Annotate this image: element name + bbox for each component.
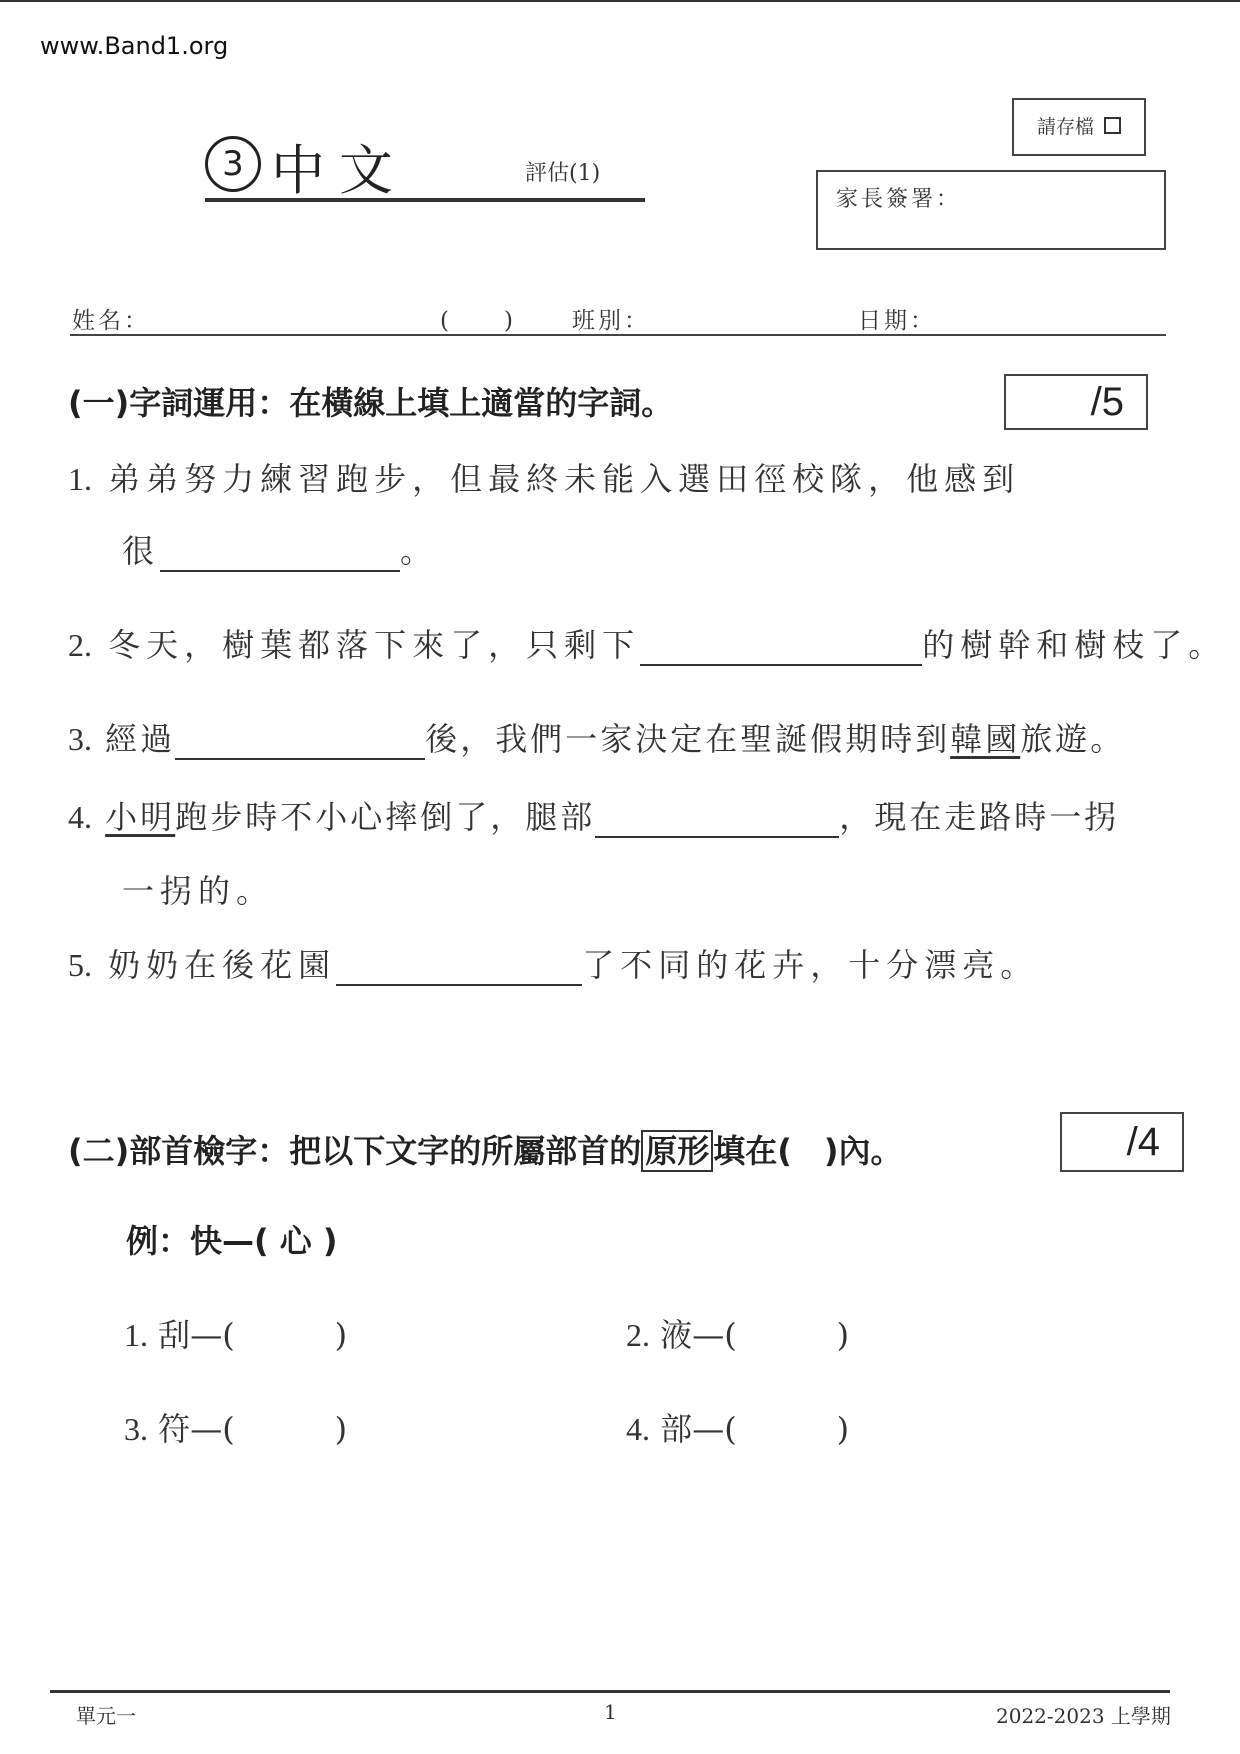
question-4-name: 小明 [105, 798, 176, 836]
question-2-blank[interactable] [640, 632, 922, 666]
date-label: 日期： [858, 308, 936, 334]
question-3-text-a: 經過 [105, 720, 176, 758]
question-4-text-c: 一拐的。 [122, 872, 275, 910]
radical-item-3 [124, 1404, 347, 1450]
question-5-text-b: 了不同的花卉，十分漂亮。 [582, 946, 1039, 984]
question-3-number: 3. [68, 721, 92, 757]
question-3-place: 韓國 [950, 720, 1021, 758]
radical-item-1-number: 1. [124, 1317, 148, 1353]
question-4-blank[interactable] [595, 804, 839, 838]
question-3 [68, 714, 1125, 760]
footer-page-number: 1 [604, 1700, 617, 1724]
question-1-text-b: 很 [122, 532, 161, 570]
radical-item-3-number: 3. [124, 1411, 148, 1447]
section1-title: (一)字詞運用：在橫線上填上適當的字詞。 [68, 384, 674, 422]
radical-item-1 [124, 1310, 347, 1356]
question-3-text-b: 後，我們一家決定在聖誕假期時到 [425, 720, 951, 758]
question-5-text-a: 奶奶在後花園 [108, 946, 337, 984]
question-4-text-b: ，現在走路時一拐 [839, 798, 1120, 836]
radical-item-2 [626, 1310, 849, 1356]
question-5-blank[interactable] [336, 952, 582, 986]
question-1-line-1 [68, 454, 1020, 500]
name-label: 姓名： [72, 308, 150, 334]
subject-title: 中文 [271, 139, 407, 202]
radical-item-2-dash: —( [692, 1316, 737, 1354]
radical-item-4-close: ) [836, 1410, 850, 1448]
site-watermark: www.Band1.org [40, 32, 229, 60]
question-1-line-2 [122, 526, 438, 572]
radical-item-2-number: 2. [626, 1317, 650, 1353]
radical-item-2-close: ) [836, 1316, 850, 1354]
question-5-number: 5. [68, 947, 92, 983]
question-1-blank[interactable] [160, 538, 400, 572]
section2-title-a: (二)部首檢字：把以下文字的所屬部首的 [68, 1132, 642, 1170]
section2-score-box: /4 [1060, 1112, 1184, 1172]
section2-title-boxed: 原形 [641, 1130, 713, 1172]
question-5 [68, 940, 1038, 986]
question-3-text-c: 旅遊。 [1020, 720, 1126, 758]
question-4-number: 4. [68, 799, 92, 835]
question-2-text-a: 冬天，樹葉都落下來了，只剩下 [108, 626, 641, 664]
question-2 [68, 620, 1226, 666]
save-checkbox[interactable] [1104, 117, 1121, 134]
title-block [205, 128, 645, 202]
save-file-box [1012, 98, 1146, 156]
question-4-line-1 [68, 792, 1119, 838]
radical-item-4-char: 部 [660, 1410, 693, 1448]
save-file-label: 請存檔 [1036, 116, 1094, 138]
question-4-text-a: 跑步時不小心摔倒了，腿部 [175, 798, 596, 836]
radical-item-1-char: 刮 [158, 1316, 191, 1354]
radical-item-4 [626, 1404, 849, 1450]
radical-item-4-dash: —( [692, 1410, 737, 1448]
parent-signature-box[interactable] [816, 170, 1166, 250]
question-3-blank[interactable] [175, 726, 425, 760]
radical-item-3-char: 符 [158, 1410, 191, 1448]
section2-example: 例：快—( 心 ) [126, 1222, 338, 1260]
footer-term: 2022-2023 上學期 [996, 1704, 1171, 1728]
grade-circle-number: 3 [205, 136, 261, 192]
question-1-text-c: 。 [400, 532, 439, 570]
footer-unit: 單元一 [76, 1704, 136, 1728]
parent-signature-label: 家長簽署： [836, 187, 962, 212]
footer-line [50, 1690, 1170, 1693]
question-1-number: 1. [68, 461, 92, 497]
radical-item-3-dash: —( [190, 1410, 235, 1448]
question-2-text-b: 的樹幹和樹枝了。 [922, 626, 1227, 664]
section1-score-box: /5 [1004, 374, 1148, 430]
radical-item-1-dash: —( [190, 1316, 235, 1354]
question-1-text-a: 弟弟努力練習跑步，但最終未能入選田徑校隊，他感到 [108, 460, 1021, 498]
section2-title [68, 1126, 903, 1172]
radical-item-2-char: 液 [660, 1316, 693, 1354]
class-label: 班別： [572, 308, 650, 334]
question-2-number: 2. [68, 627, 92, 663]
radical-item-1-close: ) [334, 1316, 348, 1354]
section2-title-b: 填在( )內。 [713, 1132, 903, 1170]
top-border-line [0, 0, 1240, 10]
radical-item-4-number: 4. [626, 1411, 650, 1447]
question-4-line-2 [122, 866, 274, 912]
radical-item-3-close: ) [334, 1410, 348, 1448]
class-number-parens: ( ) [440, 308, 516, 334]
assessment-label: 評估(1) [525, 161, 601, 186]
